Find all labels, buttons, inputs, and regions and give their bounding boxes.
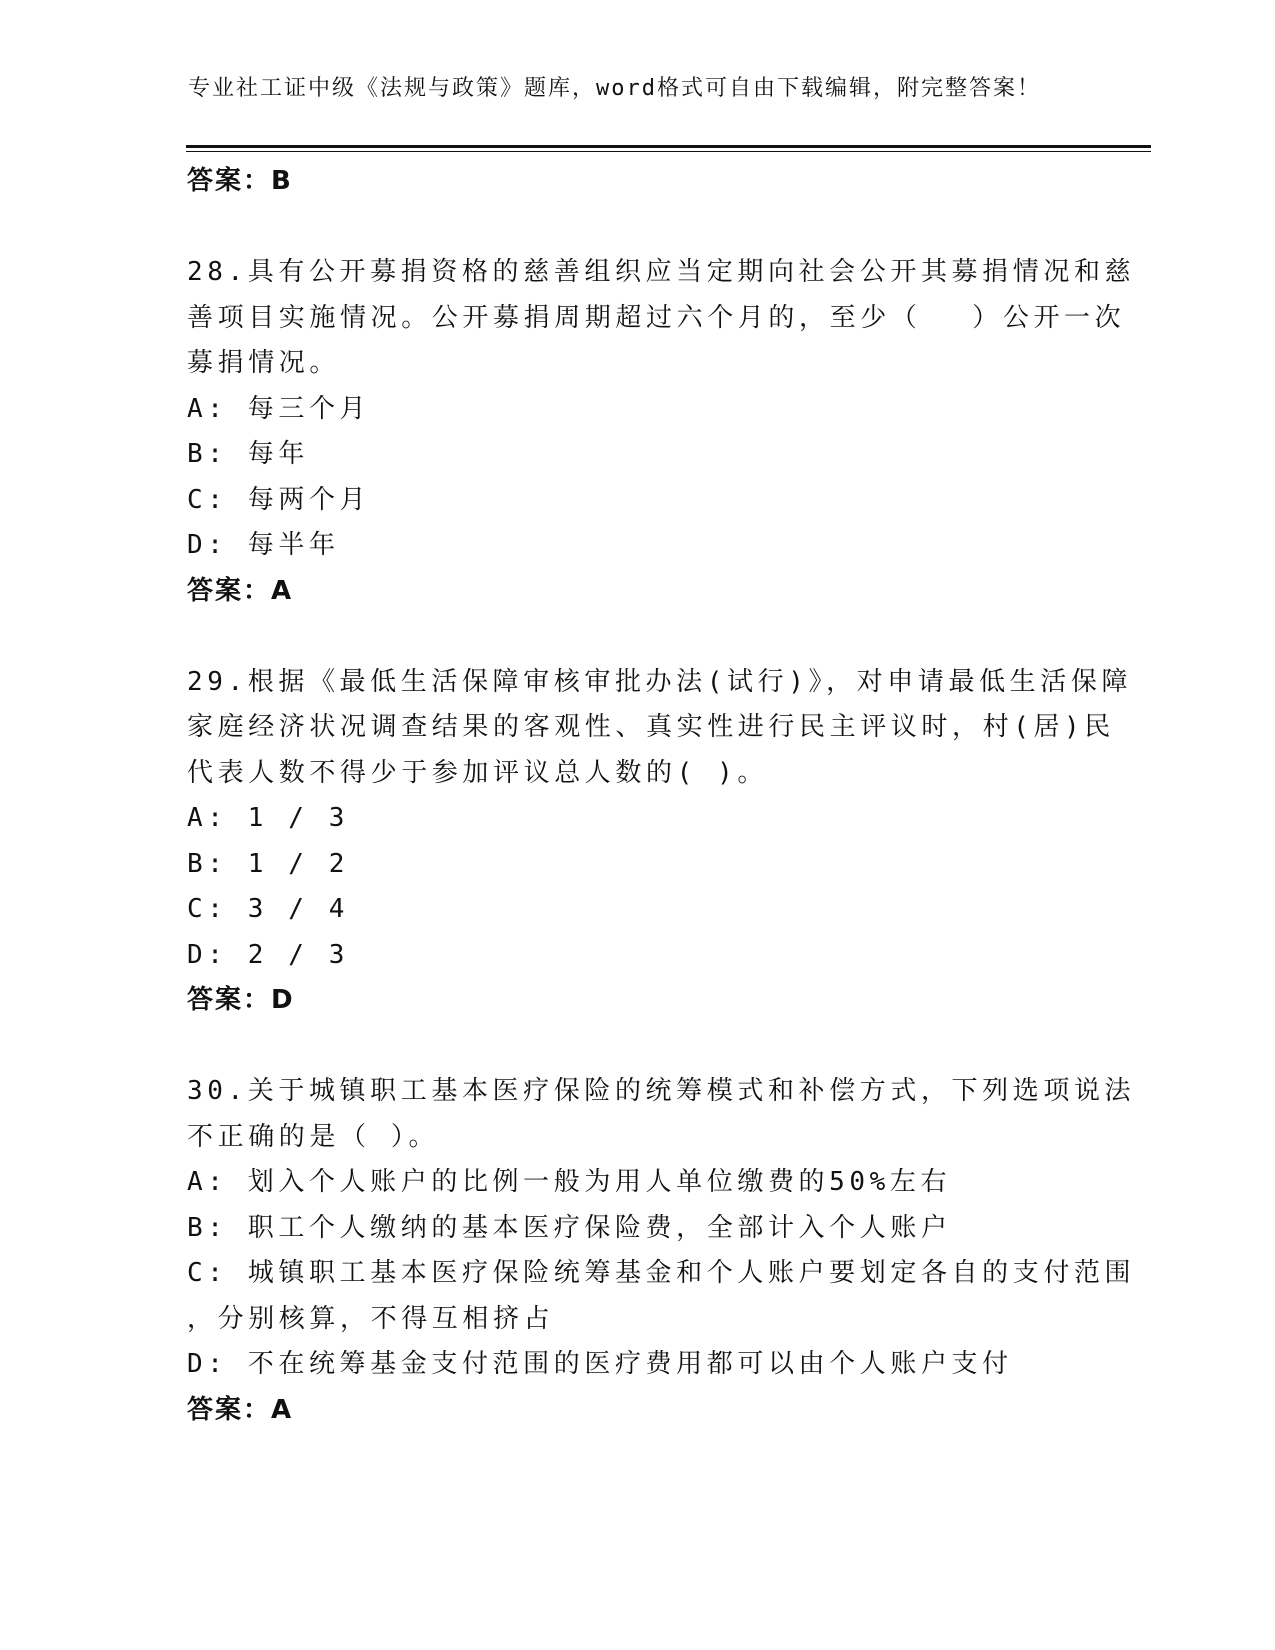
page-header: 专业社工证中级《法规与政策》题库，word格式可自由下载编辑，附完整答案！ xyxy=(188,76,1041,101)
option-b: B: 每年 xyxy=(187,439,309,469)
spacer xyxy=(187,614,1087,660)
question-block xyxy=(187,250,1136,614)
question-text: 家庭经济状况调查结果的客观性、真实性进行民主评议时，村(居)民 xyxy=(187,712,1115,742)
option-d: D: 每半年 xyxy=(187,530,340,560)
answer-line: 答案：D xyxy=(187,985,295,1015)
spacer xyxy=(187,1024,1087,1070)
option-c: C: 城镇职工基本医疗保险统筹基金和个人账户要划定各自的支付范围 xyxy=(187,1258,1136,1288)
answer-line: 答案：A xyxy=(187,1394,294,1425)
option-c: C: 每两个月 xyxy=(187,484,371,515)
answer-line: 答案：B xyxy=(187,166,293,196)
option-c: C: 3 / 4 xyxy=(187,894,350,924)
document-body xyxy=(187,159,1136,1433)
question-text: 代表人数不得少于参加评议总人数的( )。 xyxy=(187,757,768,788)
option-c-continued: ，分别核算，不得互相挤占 xyxy=(187,1303,555,1334)
answer-line: 答案：A xyxy=(187,575,294,606)
option-d: D: 2 / 3 xyxy=(187,939,350,970)
question-text: 28.具有公开募捐资格的慈善组织应当定期向社会公开其募捐情况和慈 xyxy=(187,257,1136,287)
question-text: 善项目实施情况。公开募捐周期超过六个月的，至少（ ）公开一次 xyxy=(187,302,1126,333)
question-text: 29.根据《最低生活保障审核审批办法(试行)》，对申请最低生活保障 xyxy=(187,666,1133,697)
question-text: 募捐情况。 xyxy=(187,348,341,378)
header-rule-thin xyxy=(186,151,1151,152)
question-block xyxy=(187,1069,1136,1433)
question-text: 不正确的是（ ）。 xyxy=(187,1121,440,1152)
header-rule-thick xyxy=(186,145,1151,148)
option-a: A: 划入个人账户的比例一般为用人单位缴费的50%左右 xyxy=(187,1167,952,1197)
option-a: A: 1 / 3 xyxy=(187,803,350,833)
option-b: B: 职工个人缴纳的基本医疗保险费，全部计入个人账户 xyxy=(187,1212,952,1243)
question-text: 30.关于城镇职工基本医疗保险的统筹模式和补偿方式，下列选项说法 xyxy=(187,1076,1136,1106)
question-block xyxy=(187,660,1133,1024)
option-d: D: 不在统筹基金支付范围的医疗费用都可以由个人账户支付 xyxy=(187,1349,1013,1379)
option-b: B: 1 / 2 xyxy=(187,848,350,879)
option-a: A: 每三个月 xyxy=(187,393,371,424)
spacer xyxy=(187,205,1087,251)
